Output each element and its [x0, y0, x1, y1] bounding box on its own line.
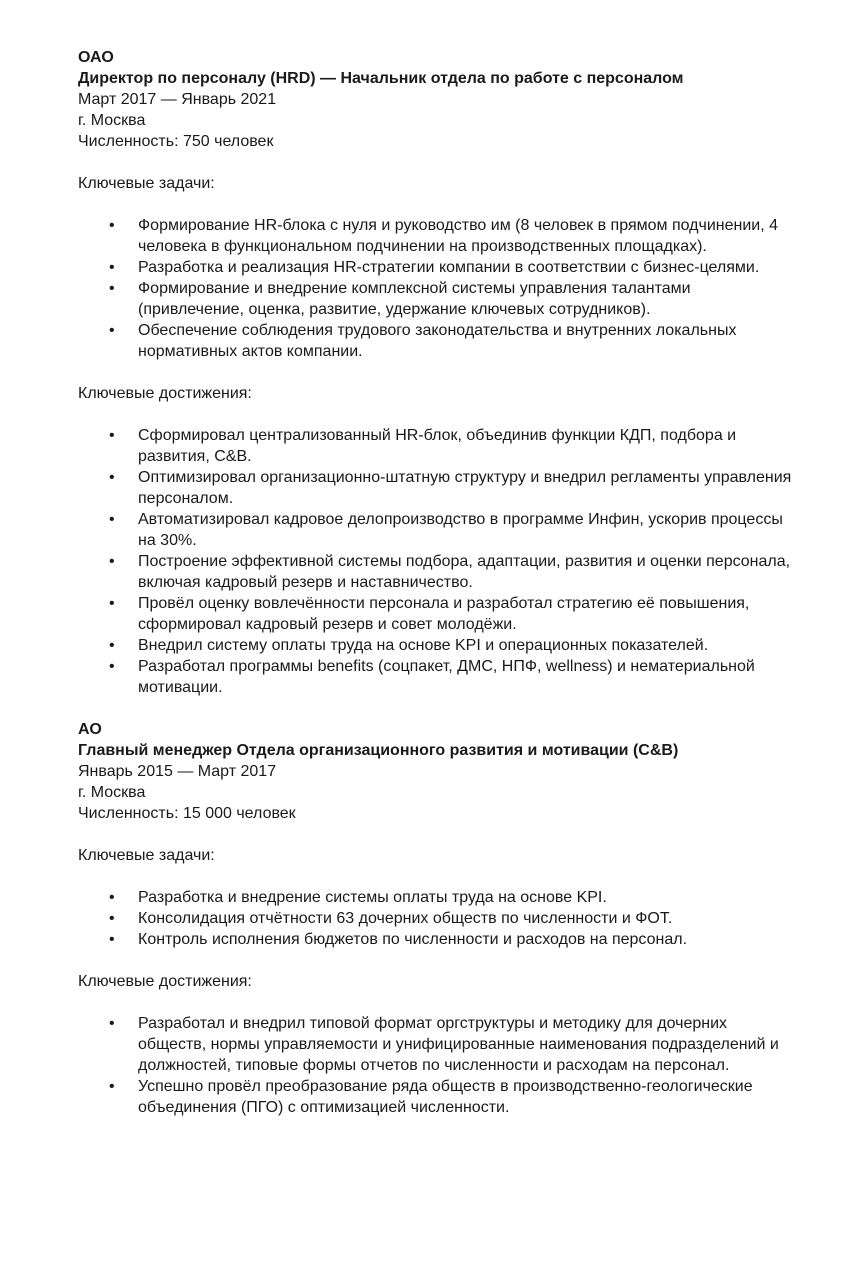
- achievements-heading: Ключевые достижения:: [78, 973, 252, 990]
- job-location: г. Москва: [78, 784, 146, 801]
- tasks-heading: Ключевые задачи:: [78, 847, 215, 864]
- achievements-list: [78, 425, 794, 698]
- job-entry-2: [78, 719, 794, 1118]
- tasks-heading: Ключевые задачи:: [78, 175, 215, 192]
- job-location: г. Москва: [78, 112, 146, 129]
- company-headcount: Численность: 750 человек: [78, 133, 274, 150]
- task-item: • Обеспечение соблюдения трудового законодательства и внутренних локальных нормативных актов компании.: [78, 320, 794, 362]
- tasks-list: [78, 887, 794, 950]
- tasks-list: [78, 215, 794, 362]
- achievement-item: • Успешно провёл преобразование ряда обществ в производственно-геологические объединения (ПГО) с оптимизацией численности.: [78, 1076, 794, 1118]
- job-entry-1: [78, 47, 794, 698]
- achievement-item: • Автоматизировал кадровое делопроизводство в программе Инфин, ускорив процессы на 30%.: [78, 509, 794, 551]
- job-title: Директор по персоналу (HRD) — Начальник отдела по работе с персоналом: [78, 70, 684, 87]
- achievement-item: • Провёл оценку вовлечённости персонала и разработал стратегию её повышения, сформировал кадровый резерв и совет молодёжи.: [78, 593, 794, 635]
- employment-period: Март 2017 — Январь 2021: [78, 91, 277, 108]
- task-item: • Формирование HR-блока с нуля и руководство им (8 человек в прямом подчинении, 4 человека в функциональном подчинении на производственных площадках).: [78, 215, 794, 257]
- company-name: ОАО: [78, 49, 114, 66]
- achievements-list: [78, 1013, 794, 1118]
- achievement-item: • Разработал и внедрил типовой формат оргструктуры и методику для дочерних обществ, нормы управляемости и унифицированные наименования подразделений и должностей, типовые формы отчетов по численности и расходам на персонал.: [78, 1013, 794, 1076]
- achievement-item: • Оптимизировал организационно-штатную структуру и внедрил регламенты управления персоналом.: [78, 467, 794, 509]
- achievement-item: • Построение эффективной системы подбора, адаптации, развития и оценки персонала, включая кадровый резерв и наставничество.: [78, 551, 794, 593]
- company-headcount: Численность: 15 000 человек: [78, 805, 296, 822]
- task-item: • Консолидация отчётности 63 дочерних обществ по численности и ФОТ.: [78, 908, 794, 929]
- task-item: • Разработка и реализация HR-стратегии компании в соответствии с бизнес-целями.: [78, 257, 794, 278]
- task-item: • Формирование и внедрение комплексной системы управления талантами (привлечение, оценка, развитие, удержание ключевых сотрудников).: [78, 278, 794, 320]
- achievement-item: • Внедрил систему оплаты труда на основе KPI и операционных показателей.: [78, 635, 794, 656]
- task-item: • Разработка и внедрение системы оплаты труда на основе KPI.: [78, 887, 794, 908]
- job-title: Главный менеджер Отдела организационного развития и мотивации (C&B): [78, 742, 679, 759]
- job-header: [78, 47, 794, 152]
- employment-period: Январь 2015 — Март 2017: [78, 763, 277, 780]
- task-item: • Контроль исполнения бюджетов по численности и расходов на персонал.: [78, 929, 794, 950]
- job-header: [78, 719, 794, 824]
- achievement-item: • Сформировал централизованный HR-блок, объединив функции КДП, подбора и развития, C&B.: [78, 425, 794, 467]
- company-name: АО: [78, 721, 102, 738]
- achievement-item: • Разработал программы benefits (соцпакет, ДМС, НПФ, wellness) и нематериальной мотивации.: [78, 656, 794, 698]
- achievements-heading: Ключевые достижения:: [78, 385, 252, 402]
